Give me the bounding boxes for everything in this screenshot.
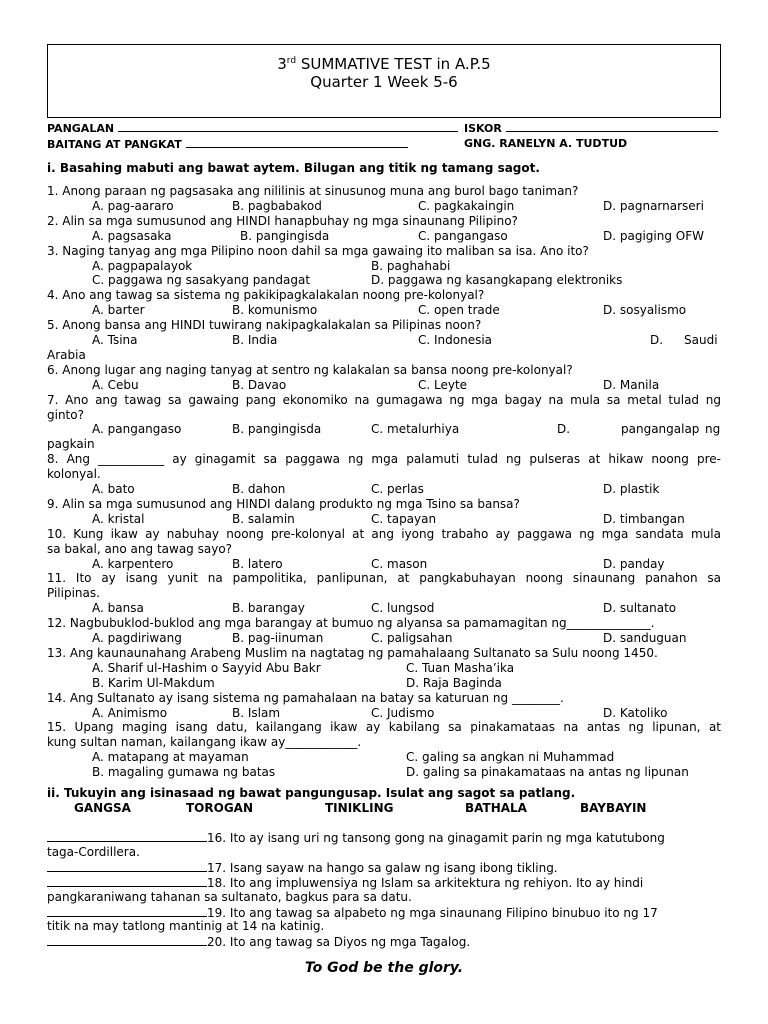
question-6-option[interactable]: A. Cebu — [92, 377, 139, 392]
question-3-option[interactable]: C. paggawa ng sasakyang pandagat — [92, 273, 311, 288]
question-15-option[interactable]: C. galing sa angkan ni Muhammad — [406, 750, 615, 765]
question-5-option[interactable]: A. Tsina — [92, 333, 138, 347]
section-1-instruction: i. Basahing mabuti ang bawat aytem. Bilugan ang titik ng tamang sagot. — [47, 161, 540, 175]
identification-item-18: pangkaraniwang tahanan sa sultanato, bagkus para sa datu. — [47, 889, 412, 904]
name-blank[interactable] — [118, 121, 458, 132]
name-field — [47, 121, 458, 136]
question-2-option[interactable]: D. pagiging OFW — [603, 228, 704, 243]
identification-text: 18. Ito ang impluwensiya ng Islam sa arkitektura ng rehiyon. Ito ay hindi — [207, 875, 644, 890]
question-10-text: 10. Kung ikaw ay nabuhay noong pre-kolonyal at ang iyong trabaho ay paggawa ng mga sandata mula — [47, 526, 721, 541]
question-13-option[interactable]: D. Raja Baginda — [406, 675, 502, 690]
question-11-option[interactable]: C. lungsod — [371, 601, 435, 616]
question-8-option[interactable]: D. plastik — [603, 482, 660, 496]
question-1-text: 1. Anong paraan ng pagsasaka ang nililinis at sinusunog muna ang burol bago taniman? — [47, 184, 579, 198]
question-11-option[interactable]: D. sultanato — [603, 601, 677, 616]
question-9-option[interactable]: C. tapayan — [371, 511, 437, 526]
section-2-instruction: ii. Tukuyin ang isinasaad ng bawat pangungusap. Isulat ang sagot sa patlang. — [47, 786, 576, 800]
question-7-option[interactable]: B. pangingisda — [232, 422, 322, 437]
question-8-option[interactable]: B. dahon — [232, 482, 286, 496]
question-7-option[interactable]: C. metalurhiya — [371, 422, 460, 437]
question-5-option[interactable]: C. Indonesia — [418, 333, 493, 347]
question-12-option[interactable]: C. paligsahan — [371, 631, 453, 645]
question-5-option[interactable]: Saudi — [684, 333, 718, 347]
question-4-option[interactable]: C. open trade — [418, 303, 500, 318]
identification-item-17 — [47, 860, 558, 876]
answer-blank[interactable] — [47, 905, 207, 917]
word-bank-item: BAYBAYIN — [580, 801, 647, 815]
score-label: ISKOR — [464, 122, 502, 135]
identification-item-16 — [47, 830, 665, 846]
name-label: PANGALAN — [47, 122, 115, 135]
question-1-option[interactable]: D. pagnarnarseri — [603, 198, 704, 213]
question-15-text: 15. Upang maging isang datu, kailangang ikaw ay kabilang sa pinakamataas na antas ng lipunan, at — [47, 720, 721, 735]
identification-text: 17. Isang sayaw na hango sa galaw ng isang ibong tikling. — [207, 860, 558, 875]
closing-note: To God be the glory. — [304, 960, 464, 976]
question-9-option[interactable]: D. timbangan — [603, 511, 685, 526]
word-bank-item: TINIKLING — [325, 801, 394, 815]
question-15-option[interactable]: D. galing sa pinakamataas na antas ng lipunan — [406, 765, 689, 780]
question-12-text: 12. Nagbubuklod-buklod ang mga barangay at bumuo ng alyansa sa pamamagitan ng______________. — [47, 616, 655, 631]
question-14-option[interactable]: A. Animismo — [92, 705, 168, 720]
question-9-text: 9. Alin sa mga sumusunod ang HINDI dalang produkto ng mga Tsino sa bansa? — [47, 496, 520, 511]
question-4-option[interactable]: D. sosyalismo — [603, 303, 687, 318]
question-4-option[interactable]: A. barter — [92, 303, 145, 318]
question-11-text: Pilipinas. — [47, 586, 100, 601]
question-2-option[interactable]: B. pangingisda — [240, 228, 330, 243]
question-3-text: 3. Naging tanyag ang mga Pilipino noon dahil sa mga gawaing ito maliban sa isa. Ano ito? — [47, 243, 589, 258]
question-2-option[interactable]: A. pagsasaka — [92, 228, 172, 243]
question-13-text: 13. Ang kaunaunahang Arabeng Muslim na nagtatag ng pamahalaang Sultanato sa Sulu noong 1450. — [47, 645, 658, 660]
identification-text: 19. Ito ang tawag sa alpabeto ng mga sinaunang Filipino binubuo ito ng 17 — [207, 905, 658, 920]
question-7-option-wrap: pagkain — [47, 437, 95, 452]
grade-section-field — [47, 137, 408, 152]
question-7-option[interactable]: pangangalap — [621, 422, 700, 437]
question-6-option[interactable]: C. Leyte — [418, 377, 468, 392]
identification-item-18 — [47, 875, 643, 891]
question-3-option[interactable]: B. paghahabi — [371, 258, 451, 273]
question-13-option[interactable]: C. Tuan Masha’ika — [406, 660, 515, 675]
test-title: 3rd SUMMATIVE TEST in A.P.5 — [277, 55, 491, 73]
test-subtitle: Quarter 1 Week 5-6 — [310, 73, 458, 91]
identification-item-19: titik na may tatlong mantinig at 14 na katinig. — [47, 919, 325, 934]
teacher-name: GNG. RANELYN A. TUDTUD — [464, 137, 628, 150]
grade-section-label: BAITANG AT PANGKAT — [47, 138, 182, 151]
question-15-option[interactable]: B. magaling gumawa ng batas — [92, 765, 276, 780]
question-11-option[interactable]: B. barangay — [232, 601, 305, 616]
word-bank-item: BATHALA — [465, 801, 527, 815]
identification-text: 16. Ito ay isang uri ng tansong gong na ginagamit parin ng mga katutubong — [207, 831, 665, 845]
question-2-text: 2. Alin sa mga sumusunod ang HINDI hanapbuhay ng mga sinaunang Pilipino? — [47, 213, 518, 228]
question-15-option[interactable]: A. matapang at mayaman — [92, 750, 249, 765]
question-13-option[interactable]: A. Sharif ul-Hashim o Sayyid Abu Bakr — [92, 660, 321, 675]
question-10-option[interactable]: D. panday — [603, 556, 665, 571]
answer-blank[interactable] — [47, 875, 207, 887]
question-10-text: sa bakal, ano ang tawag sayo? — [47, 541, 233, 556]
question-2-option[interactable]: C. pangangaso — [418, 228, 508, 243]
question-15-text: kung sultan naman, kailangang ikaw ay____________. — [47, 735, 362, 750]
question-11-text: 11. Ito ay isang yunit na pampolitika, panlipunan, at pangkabuhayan noong sinaunang panahon sa — [47, 571, 721, 586]
word-bank-item: TOROGAN — [186, 801, 254, 815]
question-1-option[interactable]: A. pag-aararo — [92, 198, 174, 213]
question-7-option[interactable]: A. pangangaso — [92, 422, 182, 437]
question-6-option[interactable]: B. Davao — [232, 377, 287, 392]
question-8-text: 8. Ang ___________ ay ginagamit sa paggawa ng mga palamuti tulad ng pulseras at hikaw noong pre- — [47, 452, 721, 467]
question-12-option[interactable]: B. pag-iinuman — [232, 631, 324, 645]
question-4-text: 4. Ano ang tawag sa sistema ng pakikipagkalakalan noong pre-kolonyal? — [47, 288, 485, 303]
grade-section-blank[interactable] — [186, 137, 408, 148]
question-5-text: 5. Anong bansa ang HINDI tuwirang nakipagkalakalan sa Pilipinas noon? — [47, 318, 482, 333]
score-field — [464, 121, 718, 136]
question-1-option[interactable]: B. pagbabakod — [232, 198, 322, 213]
question-10-option[interactable]: B. latero — [232, 556, 283, 571]
question-3-option[interactable]: A. pagpapalayok — [92, 258, 193, 273]
question-12-option[interactable]: D. sanduguan — [603, 631, 687, 645]
question-7-option[interactable]: D. — [557, 422, 571, 437]
answer-blank[interactable] — [47, 830, 207, 842]
question-5-option[interactable]: B. India — [232, 333, 278, 347]
question-13-option[interactable]: B. Karim Ul-Makdum — [92, 675, 215, 690]
question-3-option[interactable]: D. paggawa ng kasangkapang elektroniks — [371, 273, 623, 288]
identification-item-20 — [47, 934, 470, 950]
question-8-text: kolonyal. — [47, 467, 101, 482]
question-6-option[interactable]: D. Manila — [603, 377, 660, 392]
answer-blank[interactable] — [47, 934, 207, 946]
identification-item-16: taga-Cordillera. — [47, 844, 140, 859]
answer-blank[interactable] — [47, 860, 207, 872]
question-7-text: 7. Ano ang tawag sa gawaing pang ekonomiko na gumagawa ng mga bagay na mula sa metal tulad ng — [47, 392, 721, 407]
question-6-text: 6. Anong lugar ang naging tanyag at sentro ng kalakalan sa bansa noong pre-kolonyal? — [47, 362, 573, 377]
question-7-text: ginto? — [47, 407, 84, 422]
question-14-option[interactable]: D. Katoliko — [603, 705, 668, 720]
score-blank[interactable] — [506, 121, 718, 132]
question-8-option[interactable]: C. perlas — [371, 482, 424, 496]
question-9-option[interactable]: B. salamin — [232, 511, 295, 526]
question-11-option[interactable]: A. bansa — [92, 601, 144, 616]
question-8-option[interactable]: A. bato — [92, 482, 135, 496]
question-10-option[interactable]: C. mason — [371, 556, 428, 571]
question-4-option[interactable]: B. komunismo — [232, 303, 318, 318]
question-5-option[interactable]: D. — [650, 333, 664, 347]
question-14-option[interactable]: C. Judismo — [371, 705, 435, 720]
identification-text: 20. Ito ang tawag sa Diyos ng mga Tagalog. — [207, 935, 471, 950]
question-9-option[interactable]: A. kristal — [92, 511, 145, 526]
question-14-text: 14. Ang Sultanato ay isang sistema ng pamahalaan na batay sa katuruan ng ________. — [47, 690, 564, 705]
question-12-option[interactable]: A. pagdiriwang — [92, 631, 182, 645]
title-box — [47, 44, 721, 118]
word-bank-item: GANGSA — [74, 801, 131, 815]
question-1-option[interactable]: C. pagkakaingin — [418, 198, 515, 213]
question-7-option[interactable]: ng — [705, 422, 721, 437]
question-5-option-wrap: Arabia — [47, 347, 86, 362]
question-10-option[interactable]: A. karpentero — [92, 556, 174, 571]
question-14-option[interactable]: B. Islam — [232, 705, 281, 720]
identification-item-19 — [47, 905, 658, 921]
